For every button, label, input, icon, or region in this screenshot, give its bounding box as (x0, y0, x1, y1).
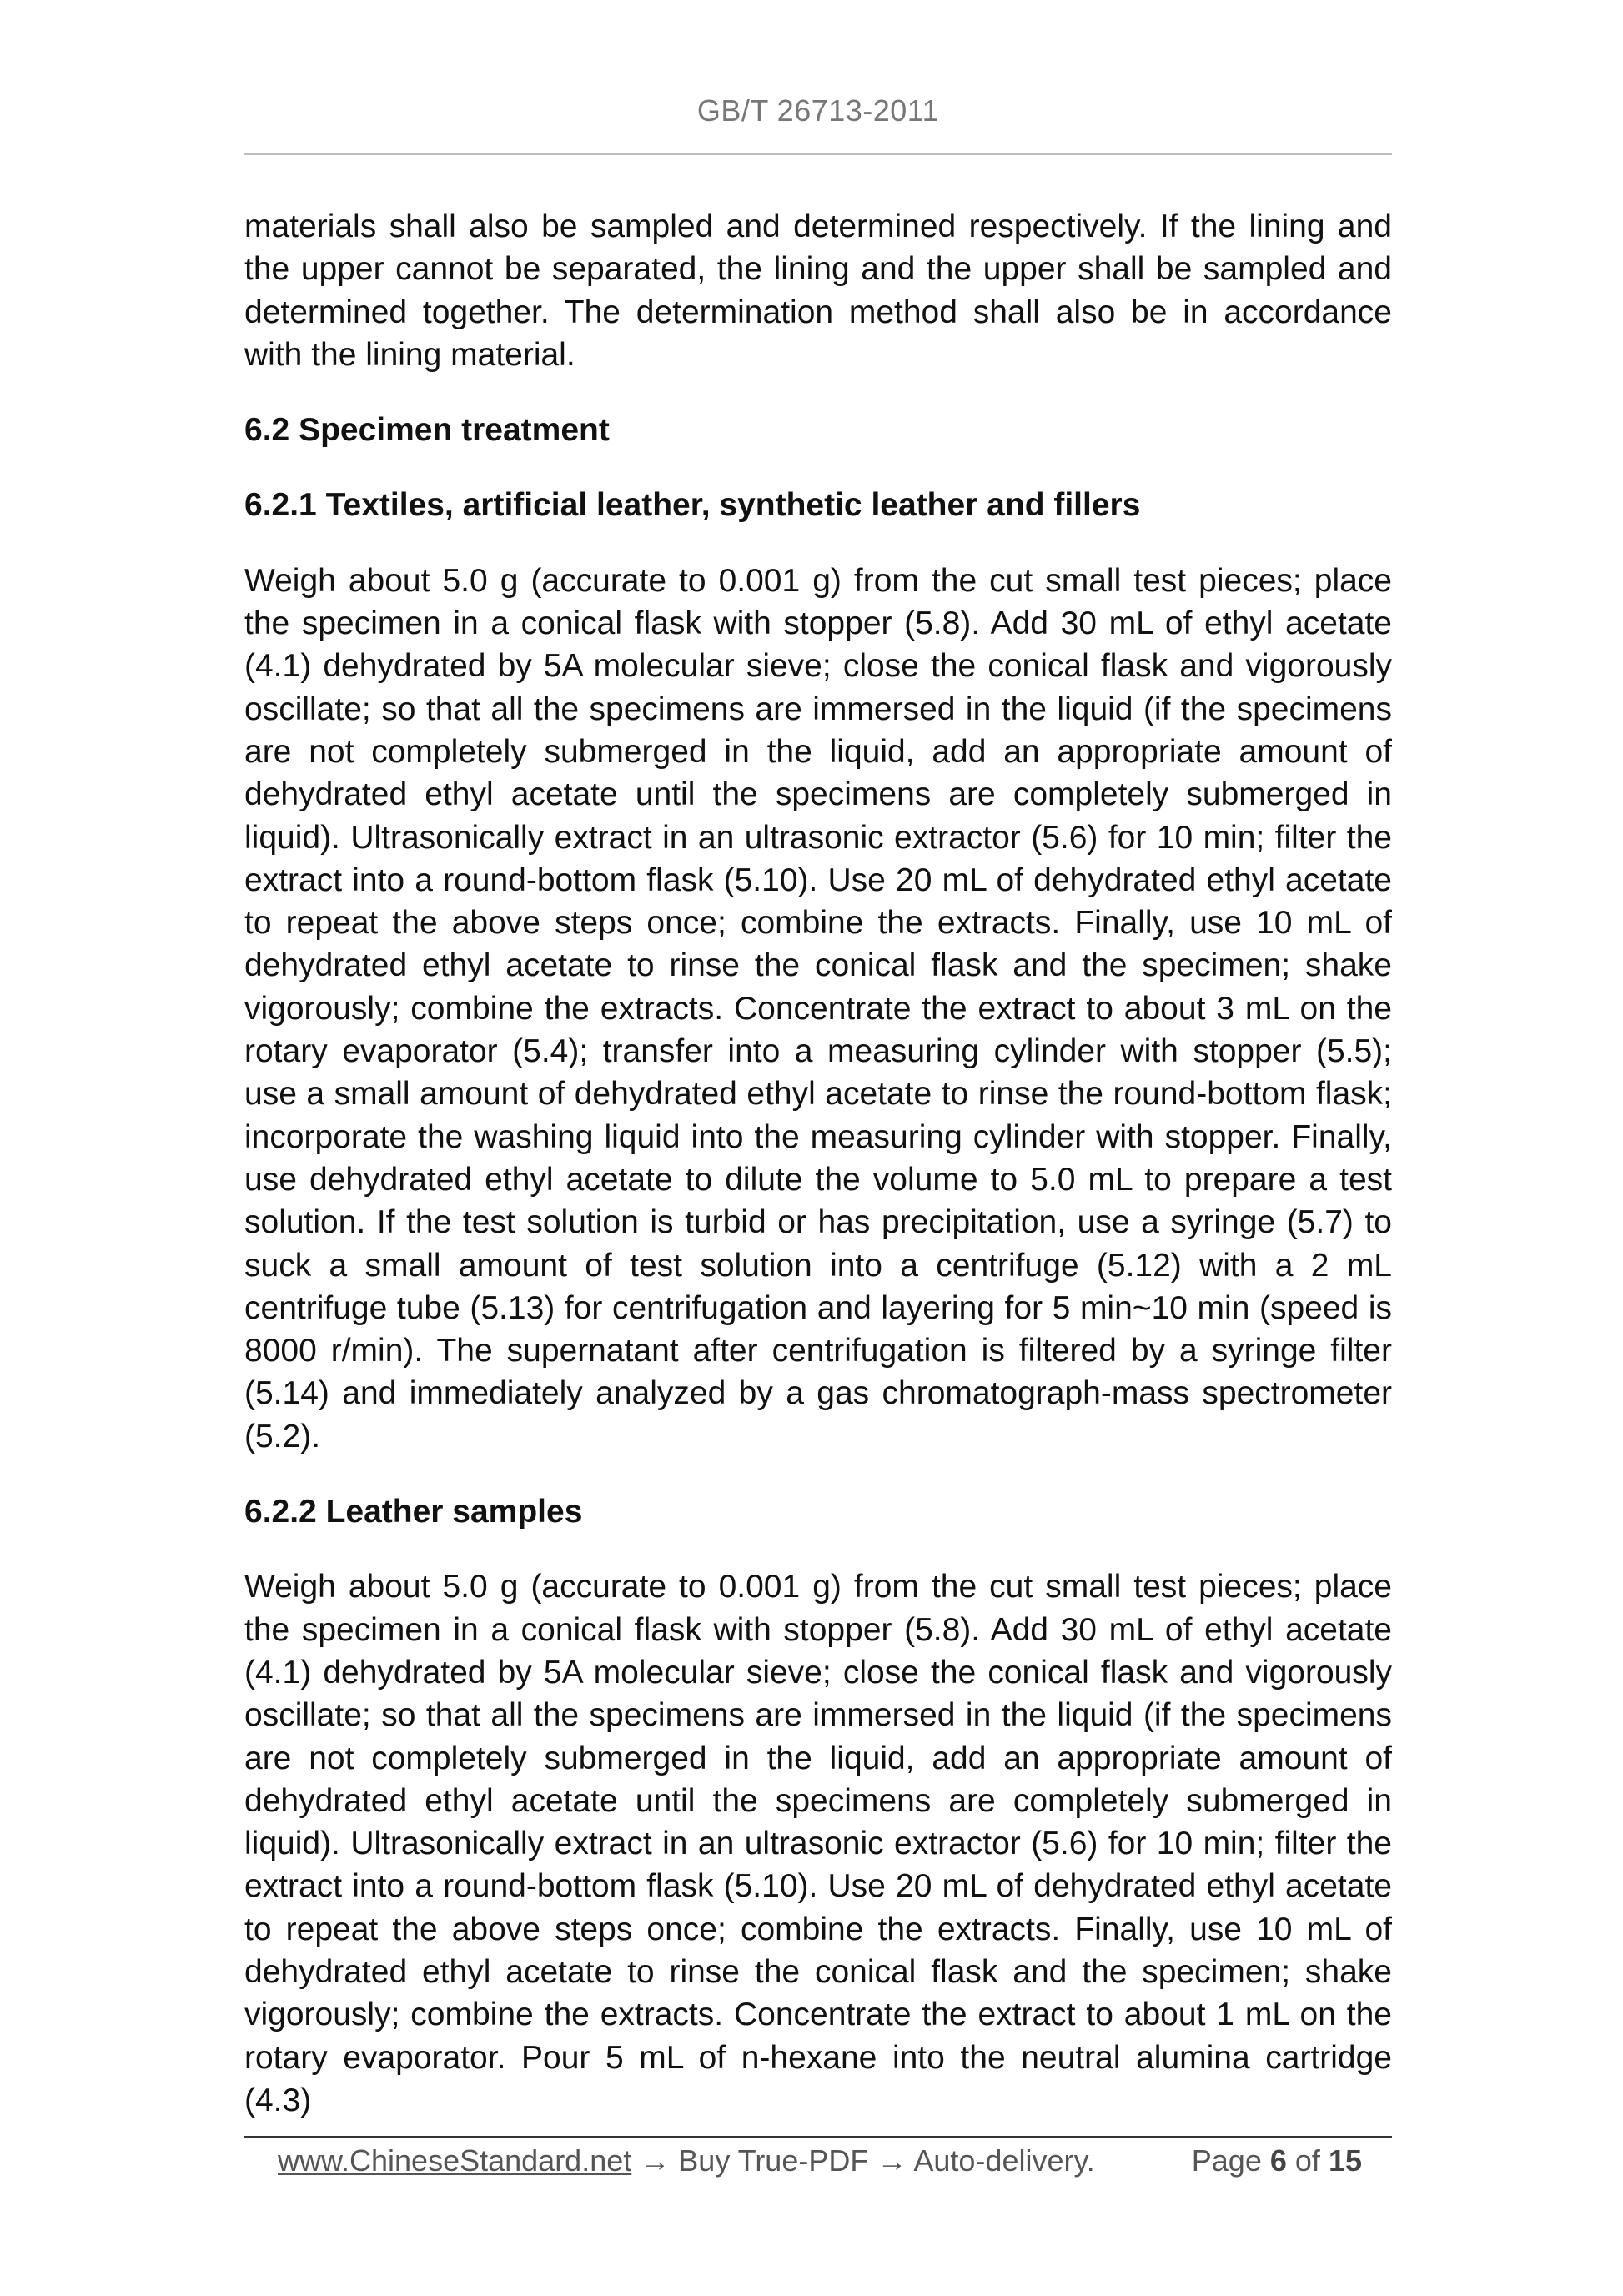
header-divider (244, 153, 1392, 155)
arrow-right-icon: → (877, 2143, 907, 2178)
spacer (244, 1458, 1392, 1490)
document-body (244, 205, 1392, 2122)
page-of: of (1294, 2143, 1320, 2178)
section-heading-6-2: 6.2 Specimen treatment (244, 412, 610, 449)
page-indicator (1192, 2140, 1362, 2182)
footer-divider (244, 2136, 1392, 2138)
paragraph-6-2-1: Weigh about 5.0 g (accurate to 0.001 g) from the cut small test pieces; place the specimen in a conical flask with stopper (5.8). Add 30 mL of ethyl acetate (4.1) dehydrated by 5A molecular sieve; close the conical flask and vigorously oscillate; so that all the specimens are immersed in the liquid (if the specimens are not completely submerged in the liquid, add an appropriate amount of dehydrated ethyl acetate until the specimens are completely submerged in liquid). Ultrasonically extract in an ultrasonic extractor (5.6) for 10 min; filter the extract into a round-bottom flask (5.10). Use 20 mL of dehydrated ethyl acetate to repeat the above steps once; combine the extracts. Finally, use 10 mL of dehydrated ethyl acetate to rinse the conical flask and the specimen; shake vigorously; combine the extracts. Concentrate the extract to about 3 mL on the rotary evaporator (5.4); transfer into a measuring cylinder with stopper (5.5); use a small amount of dehydrated ethyl acetate to rinse the round-bottom flask; incorporate the washing liquid into the measuring cylinder with stopper. Finally, use dehydrated ethyl acetate to dilute the volume to 5.0 mL to prepare a test solution. If the test solution is turbid or has precipitation, use a syringe (5.7) to suck a small amount of test solution into a centrifuge (5.12) with a 2 mL centrifuge tube (5.13) for centrifugation and layering for 5 min~10 min (speed is 8000 r/min). The supernatant after centrifugation is filtered by a syringe filter (5.14) and immediately analyzed by a gas chromatograph-mass spectrometer (5.2). (244, 562, 1392, 1454)
spacer (244, 376, 1392, 409)
page-total: 15 (1328, 2143, 1362, 2178)
spacer (244, 527, 1392, 560)
page-current: 6 (1269, 2143, 1287, 2178)
page-word: Page (1191, 2143, 1262, 2178)
arrow-right-icon: → (640, 2143, 671, 2178)
section-heading-6-2-1: 6.2.1 Textiles, artificial leather, synthetic leather and fillers (244, 487, 1141, 524)
buy-pdf-text: Buy True-PDF (678, 2143, 869, 2178)
section-heading-6-2-2: 6.2.2 Leather samples (244, 1494, 583, 1530)
auto-delivery-text: Auto-delivery. (913, 2143, 1095, 2178)
paragraph-6-2-2: Weigh about 5.0 g (accurate to 0.001 g) from the cut small test pieces; place the specimen in a conical flask with stopper (5.8). Add 30 mL of ethyl acetate (4.1) dehydrated by 5A molecular sieve; close the conical flask and vigorously oscillate; so that all the specimens are immersed in the liquid (if the specimens are not completely submerged in the liquid, add an appropriate amount of dehydrated ethyl acetate until the specimens are completely submerged in liquid). Ultrasonically extract in an ultrasonic extractor (5.6) for 10 min; filter the extract into a round-bottom flask (5.10). Use 20 mL of dehydrated ethyl acetate to repeat the above steps once; combine the extracts. Finally, use 10 mL of dehydrated ethyl acetate to rinse the conical flask and the specimen; shake vigorously; combine the extracts. Concentrate the extract to about 1 mL on the rotary evaporator. Pour 5 mL of n-hexane into the neutral alumina cartridge (4.3) (244, 1569, 1392, 2118)
spacer (244, 1533, 1392, 1565)
document-header: GB/T 26713-2011 (696, 93, 940, 128)
spacer (244, 451, 1392, 484)
intro-paragraph: materials shall also be sampled and determined respectively. If the lining and the upper cannot be separated, the lining and the upper shall be sampled and determined together. The determination method shall also be in accordance with the lining material. (244, 208, 1392, 373)
site-link[interactable]: www.ChineseStandard.net (278, 2143, 632, 2178)
page-footer (278, 2140, 1362, 2182)
